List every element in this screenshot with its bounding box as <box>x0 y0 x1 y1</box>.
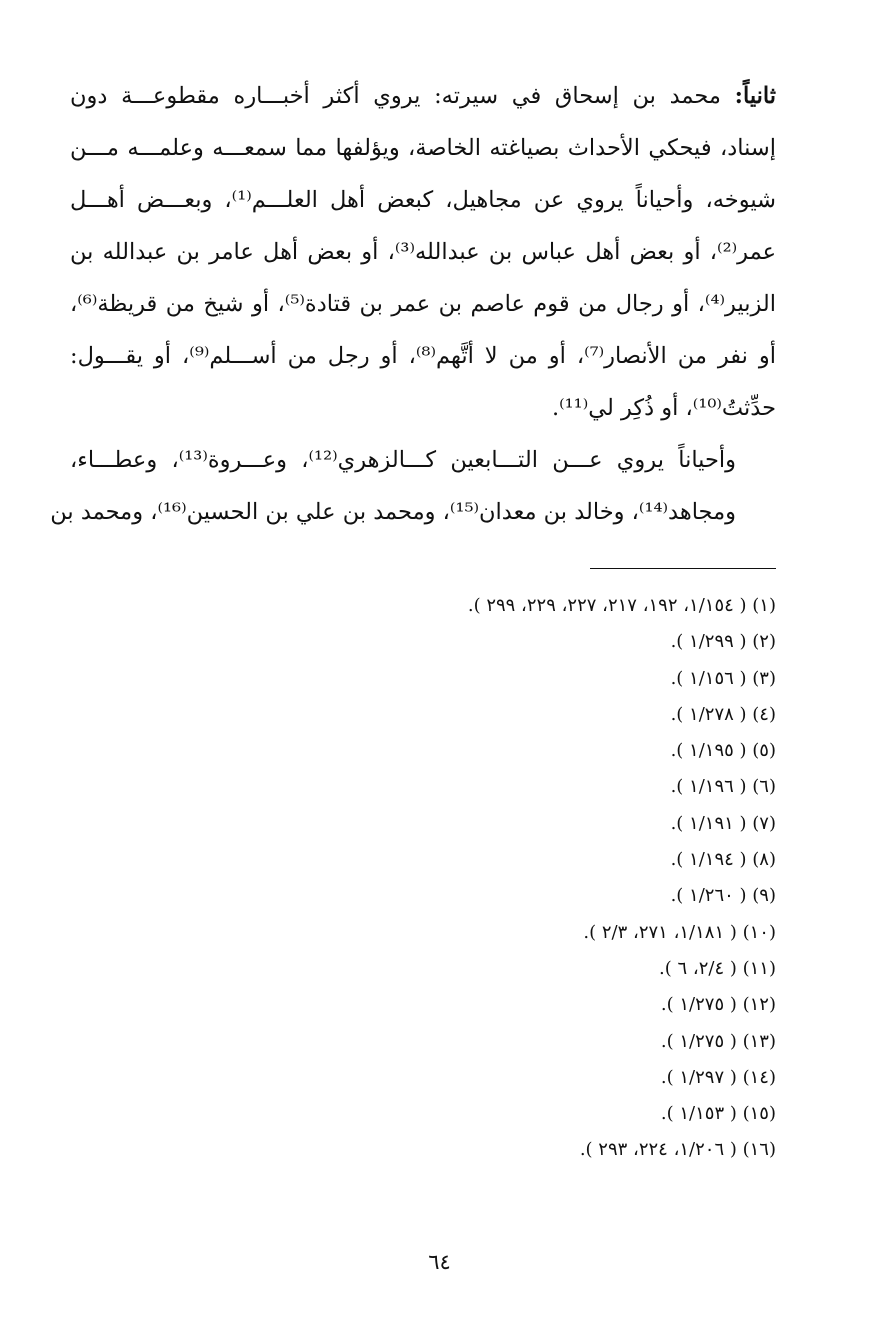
footnote-item: (١٢) ( ١/٢٧٥ ). <box>660 994 776 1016</box>
footnote-item: (١٤) ( ١/٢٩٧ ). <box>660 1066 776 1088</box>
text-line: ومجاهد⁽¹⁴⁾، وخالد بن معدان⁽¹⁵⁾، ومحمد بن علي بن الحسين⁽¹⁶⁾، ومحمد بن <box>50 499 736 525</box>
footnote-item: (٣) ( ١/١٥٦ ). <box>670 667 776 689</box>
footnote-item: (٢) ( ١/٢٩٩ ). <box>670 631 776 653</box>
footnote-item: (٩) ( ١/٢٦٠ ). <box>670 885 776 907</box>
footnote-item: (١٥) ( ١/١٥٣ ). <box>660 1103 776 1125</box>
text-line: شيوخه، وأحياناً يروي عن مجاهيل، كبعض أهل العلـــم⁽¹⁾، وبعـــض أهـــل <box>70 187 776 213</box>
footnote-item: (١١) ( ٢/٤، ٦ ). <box>659 957 776 979</box>
footnote-item: (٧) ( ١/١٩١ ). <box>670 812 776 834</box>
footnote-item: (١٣) ( ١/٢٧٥ ). <box>660 1030 776 1052</box>
page-number: ٦٤ <box>428 1250 451 1274</box>
footnote-separator <box>590 568 776 569</box>
paragraph-ibn-ishaq <box>70 70 776 434</box>
text-line: وأحياناً يروي عـــن التـــابعين كـــالزهري⁽¹²⁾، وعـــروة⁽¹³⁾، وعطـــاء، <box>70 447 736 473</box>
text-line <box>70 70 776 122</box>
footnote-item: (٨) ( ١/١٩٤ ). <box>670 849 776 871</box>
paragraph-tabiin <box>50 434 776 538</box>
text-line: إسناد، فيحكي الأحداث بصياغته الخاصة، ويؤلفها مما سمعـــه وعلمـــه مـــن <box>70 135 776 161</box>
footnote-item: (١٠) ( ١/١٨١، ٢٧١، ٢/٣ ). <box>583 921 776 943</box>
footnote-item: (٥) ( ١/١٩٥ ). <box>670 740 776 762</box>
text-line: أو نفر من الأنصار⁽⁷⁾، أو من لا أتَّهم⁽⁸⁾، أو رجل من أســـلم⁽⁹⁾، أو يقـــول: <box>70 343 776 369</box>
footnote-item: (٦) ( ١/١٩٦ ). <box>670 776 776 798</box>
main-text <box>50 70 777 538</box>
footnote-item: (٤) ( ١/٢٧٨ ). <box>670 703 776 725</box>
footnote-item: (١٦) ( ١/٢٠٦، ٢٢٤، ٢٩٣ ). <box>579 1139 776 1161</box>
section-lead: ثانياً: <box>734 83 776 109</box>
text-line: الزبير⁽⁴⁾، أو رجال من قوم عاصم بن عمر بن قتادة⁽⁵⁾، أو شيخ من قريظة⁽⁶⁾، <box>70 291 777 317</box>
text-line-content: محمد بن إسحاق في سيرته: يروي أكثر أخبـــاره مقطوعـــة دون <box>70 83 721 109</box>
text-line: حدِّثتُ⁽¹⁰⁾، أو ذُكِر لي⁽¹¹⁾. <box>551 395 776 421</box>
text-line: عمر⁽²⁾، أو بعض أهل عباس بن عبدالله⁽³⁾، أو بعض أهل عامر بن عبدالله بن <box>70 239 776 265</box>
footnote-item: (١) ( ١/١٥٤، ١٩٢، ٢١٧، ٢٢٧، ٢٢٩، ٢٩٩ ). <box>467 595 776 616</box>
footnotes-list <box>300 588 776 1169</box>
